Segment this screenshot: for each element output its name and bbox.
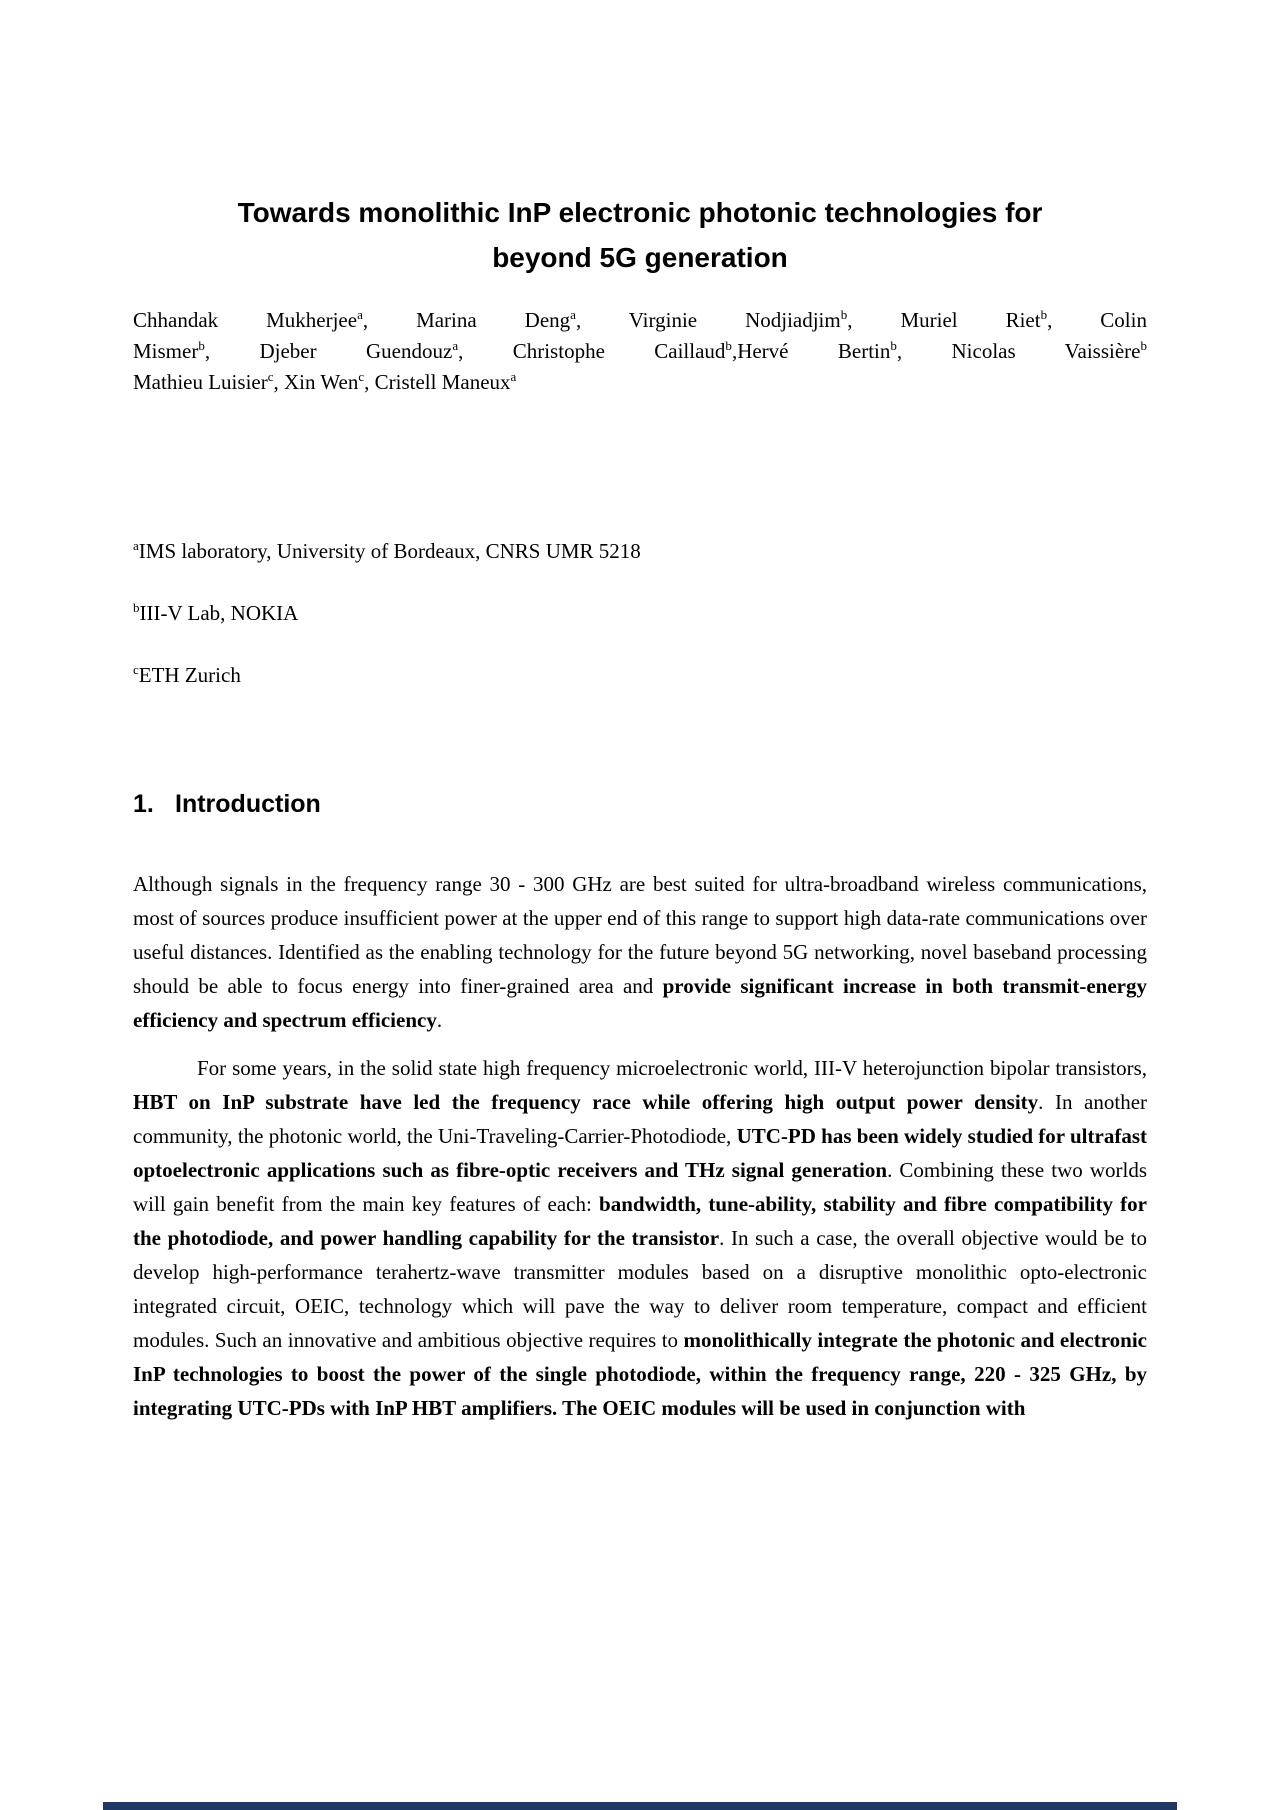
bold-text-run: monolithically integrate the photonic and electronic InP technologies to boost the power of the single photodiode, within the frequency range, 220 - 325 GHz, by integrating UTC-PDs with InP HBT amplifiers. The OEIC modules will be used in conjunction with [133, 1328, 1147, 1420]
text-run: , Cristell Maneux [364, 370, 511, 394]
text-run: . [436, 1008, 443, 1032]
section-number: 1. [133, 790, 154, 818]
text-run: , Nicolas Vaissière [896, 339, 1141, 363]
superscript-marker: a [510, 369, 517, 384]
paragraph-intro-1 [133, 867, 1147, 1037]
author-line-2 [133, 336, 1147, 367]
superscript-marker: c [358, 369, 365, 384]
affiliation-iii-v-lab-nokia [133, 598, 1147, 629]
paper-title [133, 190, 1147, 280]
text-run: . In such a case, the overall objective would be to develop high-performance terahertz-wave transmitter modules based on a disruptive monolithic opto-electronic integrated circuit, OEIC, technology which will pave the way to deliver room temperature, compact and efficient modules. Such an innovative and ambitious objective requires to [133, 1226, 1147, 1352]
superscript-marker: c [267, 369, 274, 384]
text-run: , Djeber Guendouz [204, 339, 453, 363]
superscript-marker: b [725, 338, 732, 353]
text-run: , Colin [1047, 308, 1147, 332]
page-content [133, 0, 1147, 1425]
bold-text-run: HBT on InP substrate have led the frequency race while offering high output power density [133, 1090, 1039, 1114]
text-run: , Christophe Caillaud [458, 339, 726, 363]
author-line-3 [133, 367, 1147, 398]
section-title: Introduction [175, 790, 321, 818]
bold-text-run: provide significant increase in both transmit-energy efficiency and spectrum efficiency [133, 974, 1148, 1032]
superscript-marker: a [452, 338, 459, 353]
bold-text-run: UTC-PD has been widely studied for ultrafast optoelectronic applications such as fibre-optic receivers and THz signal generation [133, 1124, 1147, 1182]
affiliation-text-a: IMS laboratory, University of Bordeaux, CNRS UMR 5218 [138, 539, 641, 563]
bold-text-run: bandwidth, tune-ability, stability and fibre compatibility for the photodiode, and power handling capability for the transistor [133, 1192, 1147, 1250]
paper-title-line-2: beyond 5G generation [492, 242, 788, 273]
affiliation-text-b: III-V Lab, NOKIA [139, 601, 299, 625]
text-run: Chhandak Mukherjee [133, 308, 358, 332]
superscript-marker: b [198, 338, 205, 353]
superscript-marker: b [890, 338, 897, 353]
text-run: , Marina Deng [362, 308, 571, 332]
superscript-marker: b [840, 307, 848, 322]
affiliation-marker-c: c [133, 662, 139, 677]
superscript-marker: a [570, 307, 576, 322]
affiliation-marker-a: a [133, 538, 139, 553]
section-heading-introduction [133, 787, 1147, 821]
affiliation-marker-b: b [133, 600, 140, 615]
text-run: . In another community, the photonic world, the Uni-Traveling-Carrier-Photodiode, [133, 1090, 1148, 1148]
author-line-1 [133, 305, 1147, 336]
affiliation-eth-zurich [133, 660, 1147, 691]
author-list [133, 305, 1147, 398]
next-element-top-sliver [103, 1802, 1177, 1810]
superscript-marker: b [1040, 307, 1048, 322]
superscript-marker: b [1140, 338, 1147, 353]
text-run: Although signals in the frequency range 30 - 300 GHz are best suited for ultra-broadband wireless communications, most of sources produce insufficient power at the upper end of this range to support high data-rate communications over useful distances. Identified as the enabling technology for the future beyond 5G networking, novel baseband processing should be able to focus energy into finer-grained area and [133, 872, 1147, 998]
text-run: . Combining these two worlds will gain benefit from the main key features of each: [133, 1158, 1147, 1216]
affiliation-text-c: ETH Zurich [138, 663, 241, 687]
paper-title-line-1: Towards monolithic InP electronic photonic technologies for [237, 197, 1043, 228]
text-run: , Xin Wen [273, 370, 359, 394]
text-run: Mathieu Luisier [133, 370, 268, 394]
text-run: ,Hervé Bertin [731, 339, 891, 363]
text-run: , Muriel Riet [847, 308, 1041, 332]
affiliation-ims-bordeaux [133, 536, 1147, 567]
text-run: Mismer [133, 339, 199, 363]
superscript-marker: a [357, 307, 363, 322]
text-run: , Virginie Nodjiadjim [575, 308, 841, 332]
text-run: For some years, in the solid state high frequency microelectronic world, III-V heterojunction bipolar transistors, [197, 1056, 1147, 1080]
paragraph-intro-2 [133, 1051, 1147, 1425]
